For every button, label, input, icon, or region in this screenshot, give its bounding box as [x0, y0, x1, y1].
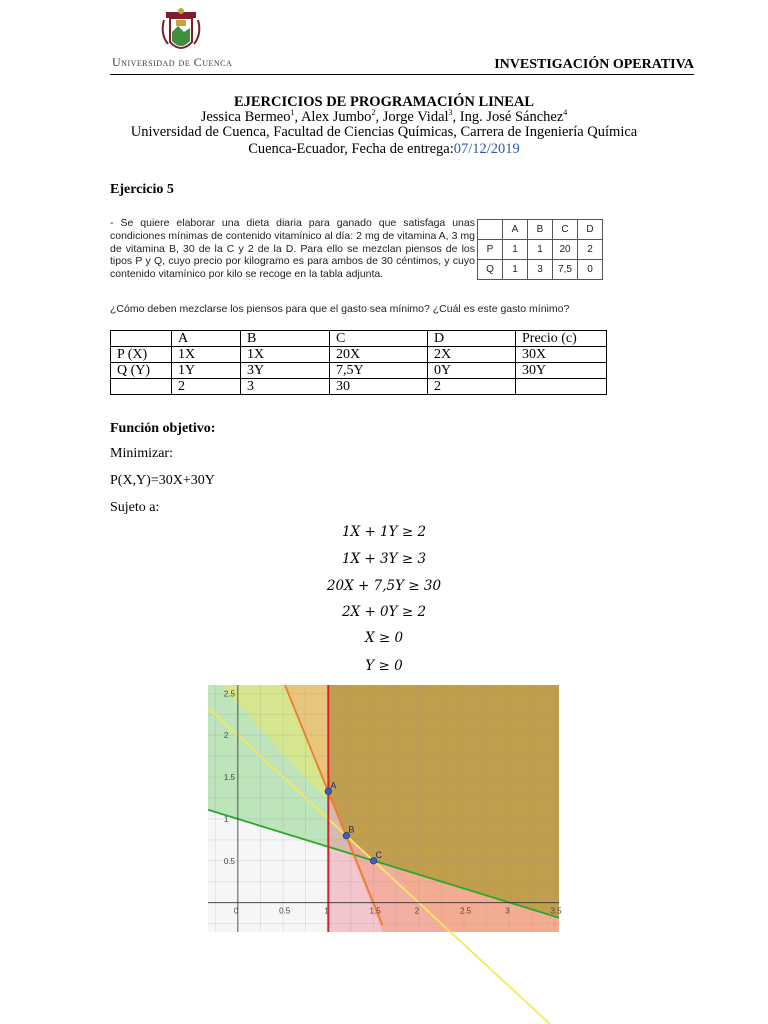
table-cell: 3	[241, 379, 330, 395]
x-tick-label: 3	[505, 906, 510, 916]
table-cell: 2	[578, 240, 603, 260]
table-cell: 30X	[516, 347, 607, 363]
table-cell: P	[478, 240, 503, 260]
table-cell: 20	[553, 240, 578, 260]
y-tick-label: 0.5	[223, 856, 235, 866]
table-cell: 0Y	[428, 363, 516, 379]
constraint: 1X + 1Y ≥ 2	[341, 524, 427, 540]
vertex-label-C: C	[375, 849, 383, 860]
x-tick-label: 1.5	[369, 906, 381, 916]
table-cell: D	[578, 220, 603, 240]
table-row	[478, 260, 603, 280]
table-cell: Q (Y)	[111, 363, 172, 379]
affiliation-line: Universidad de Cuenca, Facultad de Ciencias Químicas, Carrera de Ingeniería Química	[130, 124, 638, 140]
document-title: EJERCICIOS DE PROGRAMACIÓN LINEAL	[233, 94, 535, 110]
feasible-region-graph	[208, 685, 562, 932]
table-cell: 0	[578, 260, 603, 280]
subject-to-label: Sujeto a:	[110, 500, 160, 515]
table-cell: 2	[428, 379, 516, 395]
author-sep: ,	[375, 109, 383, 125]
x-tick-label: 0	[233, 906, 239, 916]
constraint: X ≥ 0	[364, 630, 404, 646]
table-cell: 1	[528, 240, 553, 260]
exercise-label: Ejercicio 5	[110, 182, 174, 197]
constraint: 2X + 0Y ≥ 2	[341, 604, 427, 620]
table-cell: 3Y	[241, 363, 330, 379]
vertex-label-B: B	[348, 824, 355, 835]
table-cell: 2	[172, 379, 241, 395]
delivery-date: 07/12/2019	[453, 141, 520, 157]
table-row	[478, 220, 603, 240]
author-sup: 1	[290, 108, 295, 118]
author-sup: 4	[563, 108, 568, 118]
table-cell: 30Y	[516, 363, 607, 379]
table-row	[111, 379, 607, 395]
course-title: INVESTIGACIÓN OPERATIVA	[494, 57, 694, 72]
x-tick-label: 2.5	[460, 906, 472, 916]
author-sep: ,	[452, 109, 460, 125]
table-cell: Q	[478, 260, 503, 280]
table-row	[111, 347, 607, 363]
author: Ing. José Sánchez	[459, 109, 564, 125]
table-cell: B	[528, 220, 553, 240]
table-cell	[111, 379, 172, 395]
table-cell: P (X)	[111, 347, 172, 363]
constraint: 1X + 3Y ≥ 3	[341, 551, 427, 567]
table-cell: 7,5	[553, 260, 578, 280]
table-cell: B	[241, 331, 330, 347]
table-cell	[111, 331, 172, 347]
table-cell: 3	[528, 260, 553, 280]
x-tick-label: 2	[414, 906, 420, 916]
table-cell: 7,5Y	[330, 363, 428, 379]
author-sup: 3	[448, 108, 453, 118]
objective-function: P(X,Y)=30X+30Y	[110, 473, 215, 488]
table-cell: 1Y	[172, 363, 241, 379]
objective-heading: Función objetivo:	[110, 421, 216, 436]
table-cell: 1X	[241, 347, 330, 363]
data-table	[110, 330, 607, 395]
table-cell: 1	[503, 240, 528, 260]
x-tick-label: 3.5	[550, 906, 562, 916]
table-cell: C	[553, 220, 578, 240]
y-tick-label: 2.5	[223, 689, 235, 699]
constraint: 20X + 7,5Y ≥ 30	[326, 578, 442, 594]
minimize-label: Minimizar:	[110, 446, 173, 461]
author: Jessica Bermeo	[200, 109, 291, 125]
table-row	[111, 331, 607, 347]
vertex-label-A: A	[330, 780, 337, 791]
problem-question: ¿Cómo deben mezclarse los piensos para que el gasto sea mínimo? ¿Cuál es este gasto mínimo?	[110, 303, 570, 315]
table-cell: C	[330, 331, 428, 347]
y-tick-label: 2	[223, 731, 229, 741]
author-sep: ,	[294, 109, 301, 125]
problem-statement-image	[110, 217, 618, 321]
date-prefix: Cuenca-Ecuador, Fecha de entrega:	[248, 141, 454, 157]
table-cell	[478, 220, 503, 240]
table-cell: Precio (c)	[516, 331, 607, 347]
date-line	[0, 141, 768, 158]
vitamin-table	[477, 219, 603, 280]
table-cell	[516, 379, 607, 395]
table-cell: 1	[503, 260, 528, 280]
table-row	[478, 240, 603, 260]
constraint: Y ≥ 0	[365, 658, 403, 674]
author-sup: 2	[371, 108, 376, 118]
table-cell: D	[428, 331, 516, 347]
table-cell: 30	[330, 379, 428, 395]
header-rule	[110, 74, 694, 75]
author: Jorge Vidal	[382, 109, 449, 125]
problem-text: - Se quiere elaborar una dieta diaria para ganado que satisfaga unas condiciones mínimas de contenido vitamínico al día: 2 mg de vitamina A, 3 mg de vitamina B, 30 de la C y 2 de la D. Para ello se mezclan piensos de los tipos P y Q, cuyo precio por kilogramo es para ambos de 30 céntimos, y cuyo contenido vitamínico por kilo se recoge en la tabla adjunta.	[110, 217, 475, 281]
table-row	[111, 363, 607, 379]
table-cell: 2X	[428, 347, 516, 363]
y-tick-label: 1	[223, 814, 229, 824]
table-cell: 1X	[172, 347, 241, 363]
university-name: Universidad de Cuenca	[112, 55, 233, 69]
author: Alex Jumbo	[300, 109, 372, 125]
y-tick-label: 1.5	[223, 773, 235, 783]
x-tick-label: 0.5	[279, 906, 291, 916]
x-tick-label: 1	[324, 906, 329, 916]
table-cell: 20X	[330, 347, 428, 363]
table-cell: A	[172, 331, 241, 347]
table-cell: A	[503, 220, 528, 240]
